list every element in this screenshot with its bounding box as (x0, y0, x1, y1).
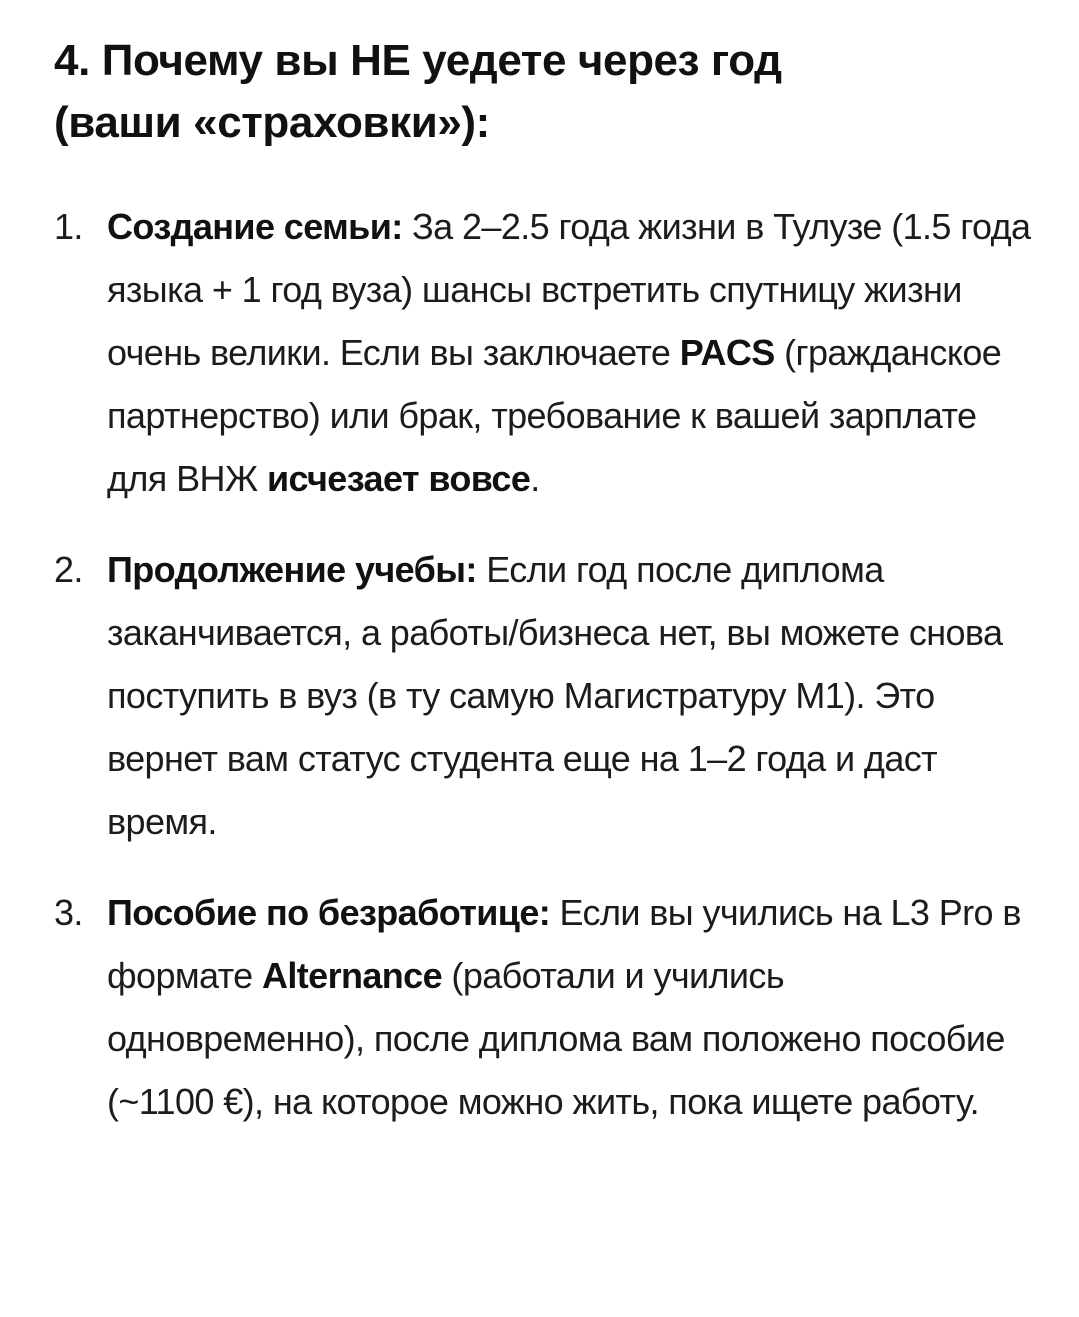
section-heading-line-1: 4. Почему вы НЕ уедете через год (54, 36, 782, 85)
list-item-emphasis: PACS (679, 332, 775, 373)
list-item-title: Создание семьи: (107, 206, 403, 247)
list-item-unemployment (54, 881, 1039, 1133)
list-item-text: . (530, 458, 540, 499)
list-item-title: Продолжение учебы: (107, 549, 477, 590)
list-item-number: 3. (54, 892, 83, 933)
list-item-title: Пособие по безработице: (107, 892, 551, 933)
list-item-study (54, 538, 1039, 853)
section-heading (54, 30, 1039, 154)
list-item-number: 1. (54, 206, 83, 247)
insurance-list (54, 195, 1039, 1133)
list-item-text: За 2–2.5 года жизни в Тулузе (1.5 года языка + 1 год вуза) шансы встретить спутницу жизни очень велики. Если вы заключаете (107, 206, 1031, 373)
list-item-text: Если вы учились на L3 Pro в формате (107, 892, 1021, 996)
list-item-emphasis: Alternance (261, 955, 443, 996)
list-item-text: (гражданское партнерство) или брак, требование к вашей зарплате для ВНЖ (107, 332, 1002, 499)
list-item-text: (работали и учились одновременно), после диплома вам положено пособие (~1100 €), на которое можно жить, пока ищете работу. (107, 955, 1005, 1122)
section-heading-line-2: (ваши «страховки»): (54, 98, 490, 147)
list-item-emphasis: исчезает вовсе (266, 458, 531, 499)
list-item-text: Если год после диплома заканчивается, а работы/бизнеса нет, вы можете снова поступить в вуз (в ту самую Магистратуру M1). Это вернет вам статус студента еще на 1–2 года и даст время. (107, 549, 1003, 842)
list-item-family (54, 195, 1039, 510)
list-item-number: 2. (54, 549, 83, 590)
